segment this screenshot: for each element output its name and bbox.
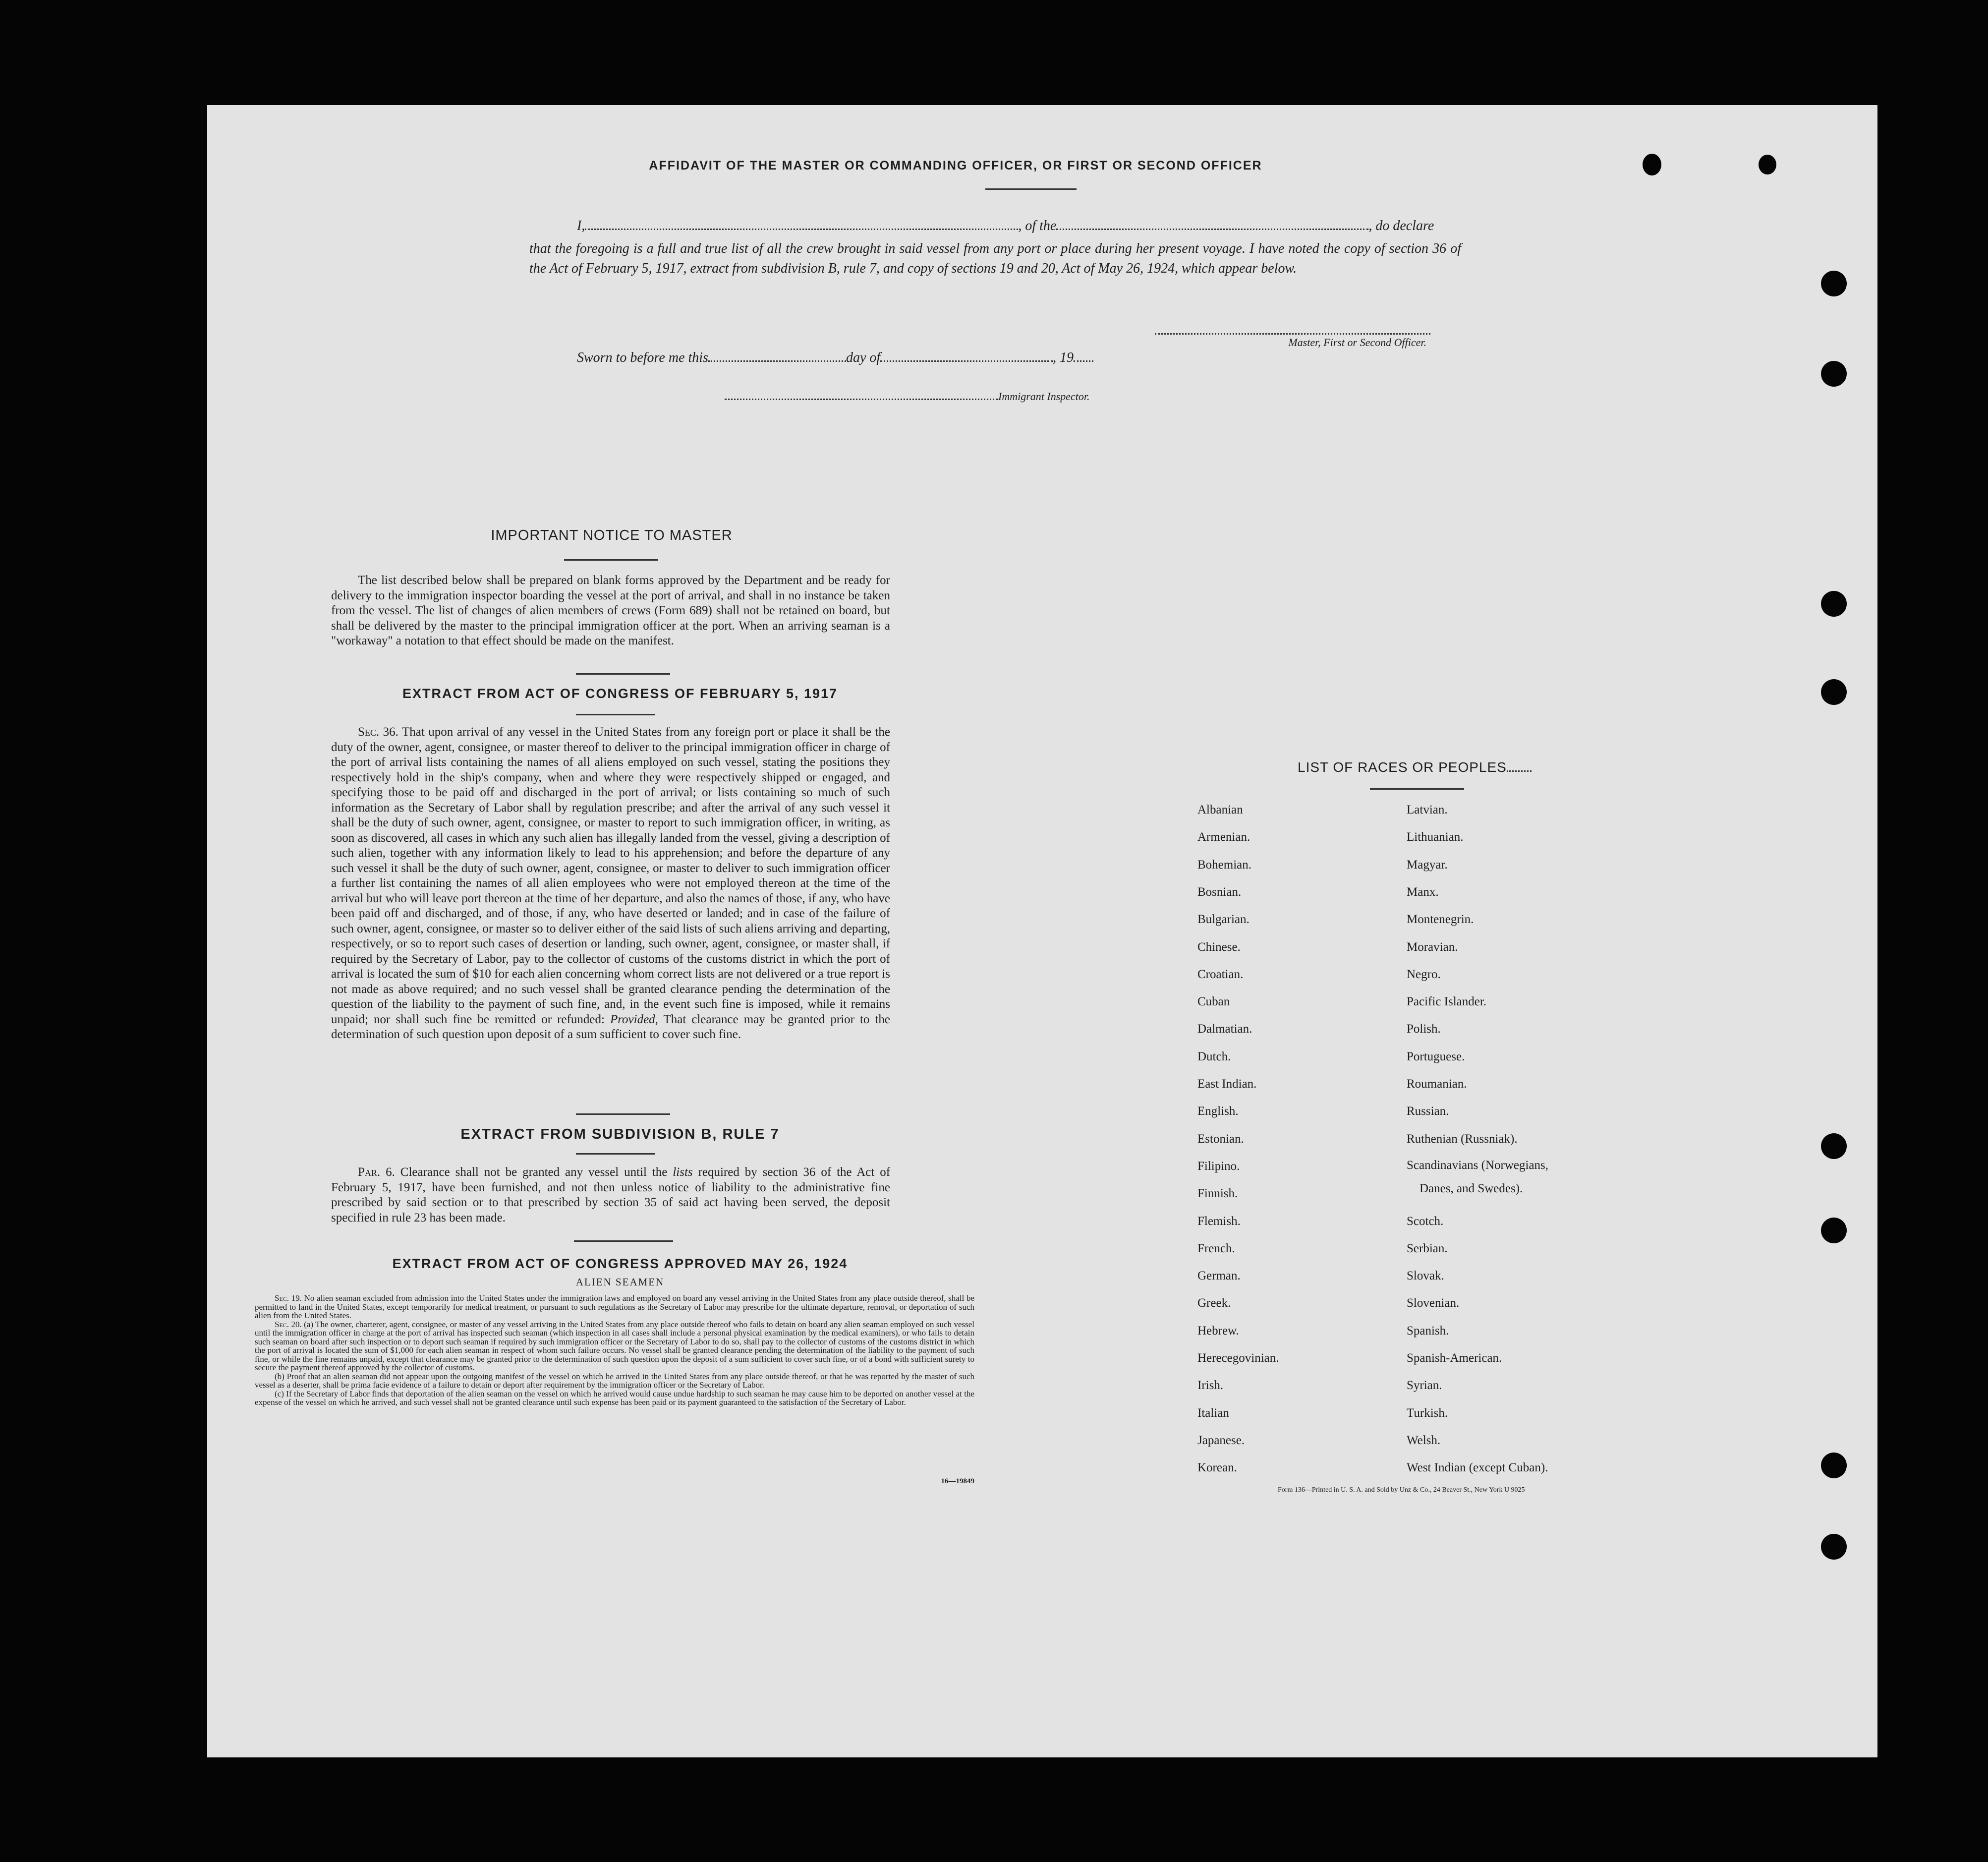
par-6-body-start: Clearance shall not be granted any vessel until the [400, 1165, 668, 1179]
notice-body-text: The list described below shall be prepared on blank forms approved by the Department and be ready for delivery to the immigration inspector boarding the vessel at the port of arrival, and shall in no instance be taken from the vessel. The list of changes of alien members of crews (Form 689) shall not be retained on board, but shall be delivered by the master to the principal immigration officer at the port. When an arriving seaman is a "workaway" a notation to that effect should be made on the manifest. [331, 574, 890, 647]
race-item: Scotch. [1407, 1215, 1444, 1228]
punch-hole [1821, 1534, 1847, 1560]
race-item: Latvian. [1407, 803, 1448, 816]
race-item: Italian [1197, 1406, 1229, 1420]
race-item: French. [1197, 1242, 1235, 1255]
races-title [1298, 759, 1575, 775]
sec-20a-body: (a) The owner, charterer, agent, consignee, or master of any vessel arriving in the United States from any place outside thereof who fails to detain on board any alien seaman employed on such vessel until the immigration officer in charge at the port of arrival has inspected such seaman (which inspection in all cases shall include a personal physical examination by the medical examiners), or who fails to detain such seaman on board after such inspection or to deport such seaman if required by such immigration officer or the Secretary of Labor to do so, shall pay to the collector of customs of the customs district in which the port of arrival is located the sum of $1,000 for each alien seaman in respect of whom such failure occurs. No vessel shall be granted clearance pending the determination of the liability to the payment of such fine, or while the fine remains unpaid, except that clearance may be granted prior to the determination of such question upon the deposit of a sum sufficient to cover such fine, or of a bond with sufficient surety to secure the payment thereof approved by the collector of customs. [255, 1319, 975, 1372]
sec-20-label: Sec. 20. [275, 1319, 302, 1329]
races-title-blank [1507, 760, 1532, 772]
inspector-line [725, 389, 1171, 403]
race-item: Croatian. [1197, 968, 1244, 981]
sec-19-label: Sec. 19. [275, 1293, 302, 1303]
race-item: Slovak. [1407, 1269, 1444, 1282]
affidavit-declaration-line [577, 218, 1459, 234]
alien-seamen-subtitle: ALIEN SEAMEN [575, 1276, 665, 1288]
race-item: Bulgarian. [1197, 913, 1250, 926]
scandinavians-continuation: Danes, and Swedes). [1420, 1182, 1523, 1195]
notice-title: IMPORTANT NOTICE TO MASTER [491, 527, 733, 543]
sworn-month-blank [880, 350, 1053, 362]
race-item: Flemish. [1197, 1215, 1241, 1228]
extract-1917-body [331, 725, 890, 1043]
sec-36-proviso: That clearance may be granted prior to the determination of such question upon deposit of a sum sufficient to cover such fine. [331, 1012, 891, 1041]
divider [576, 1153, 655, 1155]
vessel-name-blank [1056, 219, 1368, 230]
extract-1917-title: EXTRACT FROM ACT OF CONGRESS OF FEBRUARY 5, 1917 [402, 686, 838, 701]
divider [1370, 788, 1464, 790]
race-item: Turkish. [1407, 1406, 1448, 1420]
print-code: 16—19849 [941, 1477, 974, 1485]
punch-hole [1821, 591, 1847, 617]
race-item: Montenegrin. [1407, 913, 1474, 926]
divider [576, 673, 670, 675]
affidavit-title: AFFIDAVIT OF THE MASTER OR COMMANDING OFFICER, OR FIRST OR SECOND OFFICER [649, 159, 1262, 173]
punch-hole [1821, 361, 1847, 387]
race-item: Bosnian. [1197, 885, 1242, 899]
divider [564, 559, 658, 561]
sec-20a-paragraph [255, 1320, 974, 1372]
sworn-day-label: day of [846, 350, 881, 365]
race-item: Scandinavians (Norwegians, [1407, 1159, 1549, 1172]
race-item: Roumanian. [1407, 1077, 1467, 1091]
race-item: Moravian. [1407, 940, 1458, 954]
race-item: Welsh. [1407, 1434, 1441, 1447]
race-item: West Indian (except Cuban). [1407, 1461, 1548, 1474]
punch-hole [1821, 1218, 1847, 1243]
master-name-blank [585, 219, 1018, 230]
race-item: Armenian. [1197, 830, 1250, 844]
race-item: Syrian. [1407, 1379, 1442, 1392]
extract-rule7-title: EXTRACT FROM SUBDIVISION B, RULE 7 [460, 1126, 780, 1142]
sworn-line [577, 350, 1320, 366]
punch-hole [1821, 1453, 1847, 1478]
inspector-caption: Immigrant Inspector. [998, 390, 1090, 403]
sec-36-body: That upon arrival of any vessel in the United States from any foreign port or place it shall be the duty of the owner, agent, consignee, or master thereof to deliver to the principal immigration officer in charge of the port of arrival lists containing the names of all aliens employed on such vessel, stating the positions they respectively hold in the ship's company, when and where they were respectively shipped or engaged, and specifying those to be paid off and discharged in the port of arrival; or lists containing so much of such information as the Secretary of Labor shall by regulation prescribe; and after the arrival of any such vessel it shall be the duty of such owner, agent, consignee, or master to report to such immigration officer, in writing, as soon as discovered, all cases in which any such alien has illegally landed from the vessel, giving a description of such alien, together with any information likely to lead to his apprehension; and before the departure of any such vessel it shall be the duty of such owner, agent, consignee, or master to deliver to such immigration officer a further list containing the names of all alien employees who were not employed thereon at the time of the arrival but who will leave port thereon at the time of her departure, and also the names of those, if any, who have been paid off and discharged, and of those, if any, who have deserted or landed; and in case of the failure of such owner, agent, consignee, or master so to deliver either of the said lists of such aliens arriving and departing, respectively, or so to report such cases of desertion or landing, such owner, agent, consignee, or master shall, if required by the Secretary of Labor, pay to the collector of customs of the customs district in which the port of arrival is located the sum of $10 for each alien concerning whom correct lists are not delivered or a true report is not made as above required; and no such vessel shall be granted clearance pending the determination of the question of the liability to the payment of such fine, and, in the event such fine is imposed, while it remains unpaid; nor shall such fine be remitted or refunded: [331, 725, 891, 1026]
race-item: Polish. [1407, 1022, 1441, 1036]
affidavit-of-the-label: , of the [1018, 218, 1057, 233]
race-item: Hebrew. [1197, 1324, 1239, 1338]
notice-body [331, 573, 890, 649]
divider [576, 714, 655, 715]
punch-hole [1821, 1133, 1847, 1159]
race-item: Dalmatian. [1197, 1022, 1252, 1036]
race-item: Albanian [1197, 803, 1243, 816]
inspector-signature-blank [725, 389, 998, 400]
divider [985, 188, 1077, 190]
par-6-label: Par. 6. [358, 1165, 395, 1179]
race-item: Lithuanian. [1407, 830, 1464, 844]
officer-signature-caption: Master, First or Second Officer. [1288, 336, 1426, 349]
race-item: Serbian. [1407, 1242, 1448, 1255]
punch-hole [1821, 679, 1847, 705]
sec-36-label: Sec. 36. [358, 725, 398, 739]
race-item: Japanese. [1197, 1434, 1245, 1447]
race-item: Spanish-American. [1407, 1351, 1502, 1365]
sec-19-body: No alien seaman excluded from admission into the United States under the immigration laws and employed on board any vessel arriving in the United States from any place outside thereof, shall be permitted to land in the United States, except temporarily for medical treatment, or pursuant to such regulations as the Secretary of Labor may prescribe for the ultimate departure, removal, or deportation of such alien from the United States. [255, 1293, 974, 1320]
affidavit-declare-label: , do declare [1368, 218, 1434, 233]
race-item: Filipino. [1197, 1160, 1240, 1173]
sec-20b-paragraph: (b) Proof that an alien seaman did not appear upon the outgoing manifest of the vessel on which he arrived in the United States from any place outside thereof, or that he was reported by the master of such vessel as a deserter, shall be prima facie evidence of a failure to detain or deport after requirement by the immigration officer or the Secretary of Labor. [255, 1371, 974, 1390]
race-item: Slovenian. [1407, 1296, 1460, 1310]
races-title-text: LIST OF RACES OR PEOPLES [1298, 759, 1507, 775]
race-item: Negro. [1407, 968, 1441, 981]
race-item: Herecegovinian. [1197, 1351, 1279, 1365]
form-sheet [207, 105, 1877, 1757]
affidavit-body: that the foregoing is a full and true list of all the crew brought in said vessel from any port or place during her present voyage. I have noted the copy of section 36 of the Act of February 5, 1917, extract from subdivision B, rule 7, and copy of sections 19 and 20, Act of May 26, 1924, which appear below. [529, 241, 1461, 276]
race-item: Irish. [1197, 1379, 1224, 1392]
race-item: Greek. [1197, 1296, 1231, 1310]
race-item: Russian. [1407, 1105, 1449, 1118]
race-item: Manx. [1407, 885, 1439, 899]
extract-1924-body [255, 1294, 974, 1407]
race-item: Pacific Islander. [1407, 995, 1487, 1008]
punch-hole [1643, 154, 1661, 175]
race-item: East Indian. [1197, 1077, 1257, 1091]
affidavit-i-label: I, [577, 218, 585, 233]
sworn-date-blank [708, 350, 846, 362]
provided-word: Provided, [610, 1012, 658, 1026]
punch-hole [1759, 155, 1776, 175]
race-item: Finnish. [1197, 1187, 1238, 1200]
extract-1924-title: EXTRACT FROM ACT OF CONGRESS APPROVED MAY 26, 1924 [392, 1256, 848, 1271]
divider [574, 1240, 673, 1242]
punch-hole [1821, 271, 1847, 296]
divider [576, 1113, 670, 1115]
extract-rule7-body [331, 1165, 890, 1225]
lists-word: lists [673, 1165, 693, 1179]
race-item: Ruthenian (Russniak). [1407, 1132, 1518, 1146]
sec-20c-paragraph: (c) If the Secretary of Labor finds that deportation of the alien seaman on the vessel on which he arrived would cause undue hardship to such seaman he may cause him to be deported on another vessel at the expense of the vessel on which he arrived, and such vessel shall not be granted clearance until such expense has been paid or its payment guaranteed to the satisfaction of the Secretary of Labor. [255, 1389, 974, 1407]
race-item: Magyar. [1407, 858, 1448, 872]
form-imprint: Form 136—Printed in U. S. A. and Sold by Unz & Co., 24 Beaver St., New York U 9025 [1278, 1486, 1525, 1494]
sworn-label: Sworn to before me this [577, 350, 708, 365]
race-item: Cuban [1197, 995, 1230, 1008]
race-item: Dutch. [1197, 1050, 1231, 1063]
officer-signature-line [1155, 323, 1430, 335]
race-item: Estonian. [1197, 1132, 1244, 1146]
race-item: Chinese. [1197, 940, 1241, 954]
par-6-body-end: required by section 36 of the Act of February 5, 1917, have been furnished, and not then unless notice of liability to the administrative fine prescribed by said section or to that prescribed by section 35 of said act having been served, the deposit specified in rule 23 has been made. [331, 1165, 891, 1224]
race-item: German. [1197, 1269, 1241, 1282]
sworn-year-blank [1074, 350, 1093, 362]
race-item: English. [1197, 1105, 1239, 1118]
sworn-year-label: , 19 [1053, 350, 1074, 365]
race-item: Bohemian. [1197, 858, 1252, 872]
sec-19-paragraph [255, 1294, 974, 1320]
race-item: Portuguese. [1407, 1050, 1465, 1063]
race-item: Korean. [1197, 1461, 1237, 1474]
race-item: Spanish. [1407, 1324, 1449, 1338]
